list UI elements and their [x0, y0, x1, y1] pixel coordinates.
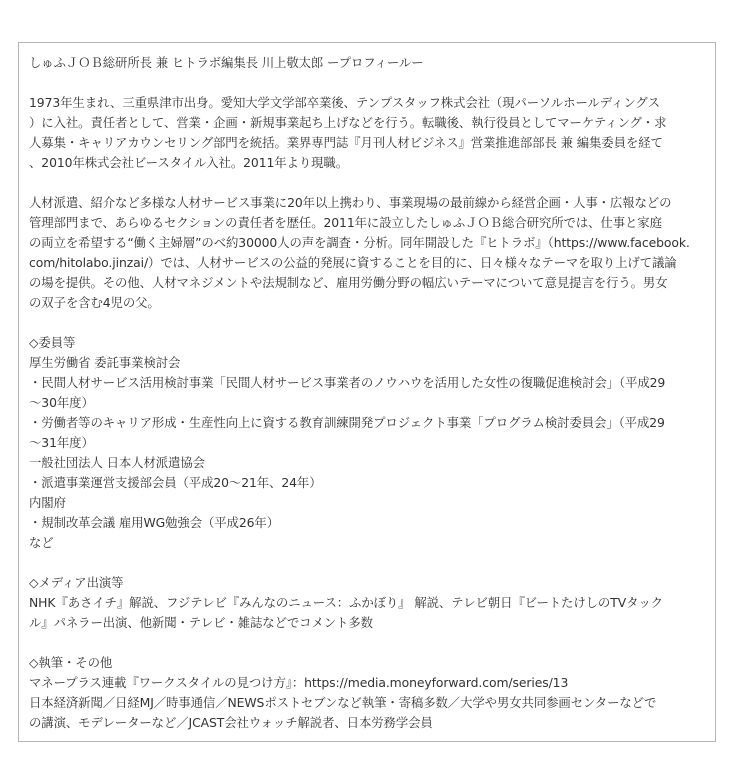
spacer: [29, 173, 705, 193]
spacer: [29, 633, 705, 653]
spacer: [29, 553, 705, 573]
committee-line: 厚生労働省 委託事業検討会: [29, 355, 181, 370]
bio-line: の場を提供。その他、人材マネジメントや法規制など、雇用労働分野の幅広いテーマについて意見提言を行う。男女: [29, 275, 668, 290]
bio-line: ）に入社。責任者として、営業・企画・新規事業起ち上げなどを行う。転職後、執行役員としてマーケティング・求: [29, 115, 667, 130]
writing-line: の講演、モデレーターなど／JCAST会社ウォッチ解説者、日本労務学会員: [29, 715, 433, 730]
bio-line: 1973年生まれ、三重県津市出身。愛知大学文学部卒業後、テンプスタッフ株式会社（現パーソルホールディングス: [29, 95, 660, 110]
bio-paragraph-2: [29, 193, 705, 313]
committee-line: 〜31年度）: [29, 435, 94, 450]
committee-line: 〜30年度）: [29, 395, 94, 410]
committees-heading: ◇委員等: [29, 335, 76, 350]
writing-line: 日本経済新聞／日経MJ／時事通信／NEWSポストセブンなど執筆・寄稿多数／大学や男女共同参画センターなどで: [29, 695, 657, 710]
bio-paragraph-1: [29, 93, 705, 173]
bio-line: 人材派遣、紹介など多様な人材サービス事業に20年以上携わり、事業現場の最前線から経営企画・人事・広報などの: [29, 195, 672, 210]
media-section: [29, 573, 705, 633]
bio-line: 、2010年株式会社ビースタイル入社。2011年より現職。: [29, 155, 349, 170]
spacer: [29, 313, 705, 333]
committee-line: ・民間人材サービス活用検討事業「民間人材サービス事業者のノウハウを活用した女性の復職促進検討会」（平成29: [29, 375, 666, 390]
profile-box: [18, 42, 716, 742]
writing-line: マネープラス連載『ワークスタイルの見つけ方』：https://media.moneyforward.com/series/13: [29, 675, 569, 690]
committee-line: ・規制改革会議 雇用WG勉強会（平成26年）: [29, 515, 279, 530]
writing-section: [29, 653, 705, 733]
media-line: ル』パネラー出演、他新聞・テレビ・雑誌などでコメント多数: [29, 615, 373, 630]
bio-line: の双子を含む4児の父。: [29, 295, 160, 310]
committee-line: ・派遣事業運営支援部会員（平成20〜21年、24年）: [29, 475, 322, 490]
bio-line: 管理部門まで、あらゆるセクションの責任者を歴任。2011年に設立したしゅふＪＯＢ総合研究所では、仕事と家庭: [29, 215, 662, 230]
bio-line: 人募集・キャリアカウンセリング部門を統括。業界専門誌『月刊人材ビジネス』営業推進部部長 兼 編集委員を経て: [29, 135, 663, 150]
media-heading: ◇メディア出演等: [29, 575, 124, 590]
writing-heading: ◇執筆・その他: [29, 655, 113, 670]
profile-title: しゅふＪＯＢ総研所長 兼 ヒトラボ編集長 川上敬太郎 ープロフィールー: [29, 55, 424, 70]
spacer: [29, 73, 705, 93]
committee-line: ・労働者等のキャリア形成・生産性向上に資する教育訓練開発プロジェクト事業「プログラム検討委員会」（平成29: [29, 415, 665, 430]
committees-section: [29, 333, 705, 553]
committee-line: など: [29, 535, 54, 550]
media-line: NHK『あさイチ』解説、フジテレビ『みんなのニュース：ふかぼり』 解説、テレビ朝日『ビートたけしのTVタック: [29, 595, 663, 610]
bio-line: の両立を希望する“働く主婦層”のべ約30000人の声を調査・分析。同年開設した『ヒトラボ』（https://www.facebook.: [29, 235, 690, 250]
bio-line: com/hitolabo.jinzai/）では、人材サービスの公益的発展に資することを目的に、日々様々なテーマを取り上げて議論: [29, 255, 677, 270]
committee-line: 内閣府: [29, 495, 66, 510]
committee-line: 一般社団法人 日本人材派遣協会: [29, 455, 205, 470]
